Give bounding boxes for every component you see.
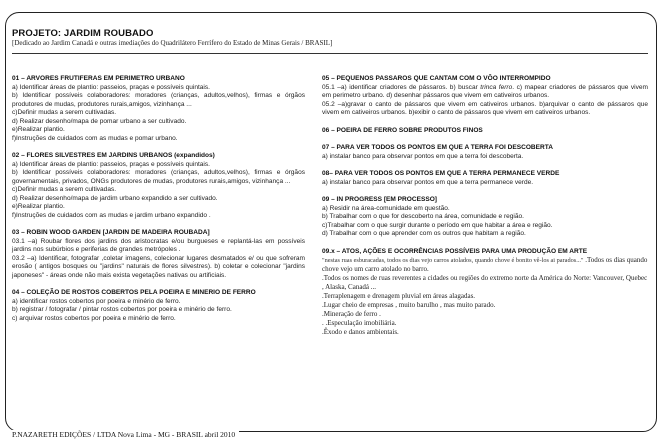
- left-column: [12, 75, 305, 332]
- section-heading: 08– PARA VER TODOS OS PONTOS EM QUE A TERRA PERMANECE VERDE: [322, 170, 560, 177]
- section-line: a) instalar banco para observar pontos em que a terra foi descoberta.: [322, 152, 524, 160]
- section-line: d) Realizar desenho/mapa de jardim urbano expandido a ser cultivado.: [12, 194, 218, 202]
- section-line: d) Trabalhar com o que aprender com os outros que habitam a região.: [322, 230, 526, 237]
- section-heading: 03 – ROBIN WOOD GARDEN [JARDIN DE MADEIRA ROUBADA]: [12, 229, 210, 236]
- quote-text: "nestas ruas esburacadas, todos os dias vejo carros atolados, quando chove é bonito vê-los ai parados...": [322, 257, 584, 264]
- section-line: c) arquivar rostos cobertos por poeira e minério de ferro.: [12, 314, 176, 322]
- section-02: [12, 152, 305, 220]
- section-heading: 09 – IN PROGRESS [EM PROCESSO]: [322, 196, 437, 203]
- section-line: a) Identificar áreas de plantio: passeios, praças e possíveis quintais.: [12, 83, 210, 91]
- section-heading: 07 – PARA VER TODOS OS PONTOS EM QUE A TERRA FOI DESCOBERTA: [322, 144, 553, 151]
- section-line: 03.1 –a) Roubar flores dos jardins dos aristocratas e/ou burgueses e replantá-las em possíveis jardins nos subúrbios e periferias de grandes metrópoles .: [12, 237, 305, 253]
- section-line: b) Identificar possíveis colaboradores: moradores (crianças, adultos,velhos), firmas e órgãos governamentais, privados, ONGs produtores de mudas, produtores rurais,amigos, vizinhança ...: [12, 169, 305, 185]
- section-heading: 01 – ARVORES FRUTIFERAS EM PERIMETRO URBANO: [12, 75, 185, 82]
- section-line: d) Realizar desenho/mapa de pomar urbano a ser cultivado.: [12, 117, 187, 125]
- section-09x: [322, 248, 648, 338]
- section-line: a) instalar banco para observar pontos em que a terra permanece verde.: [322, 178, 534, 186]
- section-line: a) identificar rostos cobertos por poeira e minério de ferro.: [12, 297, 181, 305]
- section-03: [12, 229, 305, 280]
- section-line: .Todos os nomes de ruas reverentes a cidades ou regiões do extremo norte da América do Norte: Vancouver, Quebec , Alaska, Canadá ...: [322, 274, 648, 291]
- section-line: e)Realizar plantio.: [12, 203, 65, 210]
- header-divider: [12, 53, 648, 54]
- section-line: .Êxodo e danos ambientais.: [322, 328, 399, 336]
- section-09: [322, 196, 648, 239]
- section-07: [322, 144, 648, 161]
- page-title: PROJETO: JARDIM ROUBADO: [12, 28, 154, 39]
- section-heading: 04 – COLEÇÃO DE ROSTOS COBERTOS PELA POEIRA E MINERIO DE FERRO: [12, 289, 256, 296]
- right-column: [322, 75, 648, 346]
- section-line: a) Identificar áreas de plantio: passeios, praças e possíveis quintais.: [12, 160, 210, 168]
- section-line: .Lugar cheio de empresas , muito barulho , mas muito parado.: [322, 301, 496, 309]
- section-08: [322, 170, 648, 187]
- section-line: c)Definir mudas a serem cultivadas.: [12, 186, 117, 193]
- section-line: e)Realizar plantio.: [12, 126, 65, 133]
- footer-credit: P.NAZARETH EDIÇÕES / LTDA Nova Lima - MG - BRASIL abril 2010: [12, 430, 239, 439]
- section-line: .Mineração de ferro .: [322, 310, 381, 318]
- section-heading: 09.x – ATOS, AÇÕES E OCORRÊNCIAS POSSÍVEIS PARA UMA PRODUÇÃO EM ARTE: [322, 247, 588, 255]
- section-line: b) registrar / fotografar / pintar rostos cobertos por poeira e minério de ferro.: [12, 306, 232, 313]
- section-line: c)Definir mudas a serem cultivadas.: [12, 109, 117, 116]
- section-01: [12, 75, 305, 143]
- page-subtitle: [Dedicado ao Jardim Canadá e outras imediações do Quadrilátero Ferrífero do Estado de Minas Gerais / BRASIL]: [12, 39, 333, 47]
- section-04: [12, 289, 305, 323]
- section-text: .Todos os dias quando chove vejo um carro atolado no barro.: [322, 256, 648, 273]
- section-line: 05.2 –a)gravar o canto de pássaros que vivem em cativeiros urbanos. b)arquivar o canto de pássaros que vivem em cativeiros urbanos. b)exibir o canto de pássaros que vivem em cativeiros urbanos.: [322, 100, 648, 116]
- section-text: 05.1 –a) identificar criadores de pássaros. b) buscar: [322, 83, 481, 91]
- section-line: f)Instruções de cuidados com as mudas e pomar urbano.: [12, 134, 178, 142]
- emphasis-text: trinca ferro: [480, 83, 513, 91]
- section-line: .Terraplenagem e drenagem pluvial em áreas alagadas.: [322, 292, 476, 300]
- section-line: a) Residir na área-comunidade em questão.: [322, 204, 450, 212]
- section-line: b) Trabalhar com o que for descoberto na área, comunidade e região.: [322, 213, 524, 220]
- section-line: [322, 256, 648, 274]
- section-line: 03.2 –a) Identificar, fotografar ,coletar imagens, colecionar lugares desmatados e/ ou que sofreram erosão ( antigos bosques ou "jardins" naturais de flores silvestres). b) coletar e colecionar "jardins japoneses" - áreas onde não mais exista vegetações nativas ou artificiais.: [12, 254, 305, 279]
- section-line: [322, 84, 648, 101]
- section-heading: 06 – POEIRA DE FERRO SOBRE PRODUTOS FINOS: [322, 126, 483, 134]
- section-line: . .Especulação imobiliária.: [322, 319, 397, 327]
- section-06: [322, 127, 648, 136]
- section-05: [322, 75, 648, 118]
- section-line: c)Trabalhar com o que surgir durante o período em que habitar a área e região.: [322, 221, 553, 229]
- section-line: f)Instruções de cuidados com as mudas e jardim urbano expandido .: [12, 211, 211, 219]
- section-heading: 05 – PEQUENOS PASSAROS QUE CANTAM COM O VÔO INTERROMPIDO: [322, 75, 551, 82]
- section-heading: 02 – FLORES SILVESTRES EM JARDINS URBANOS (expandidos): [12, 152, 215, 159]
- section-line: b) Identificar possíveis colaboradores: moradores (crianças, adultos,velhos), firmas e órgãos produtores de mudas, produtores rurais,amigos, vizinhança ...: [12, 92, 305, 108]
- section-text: . c) mapear criadores de pássaros que vivem em perimetro urbano. d) desenhar pássaros que vivem em cativeiros urbanos.: [322, 83, 648, 99]
